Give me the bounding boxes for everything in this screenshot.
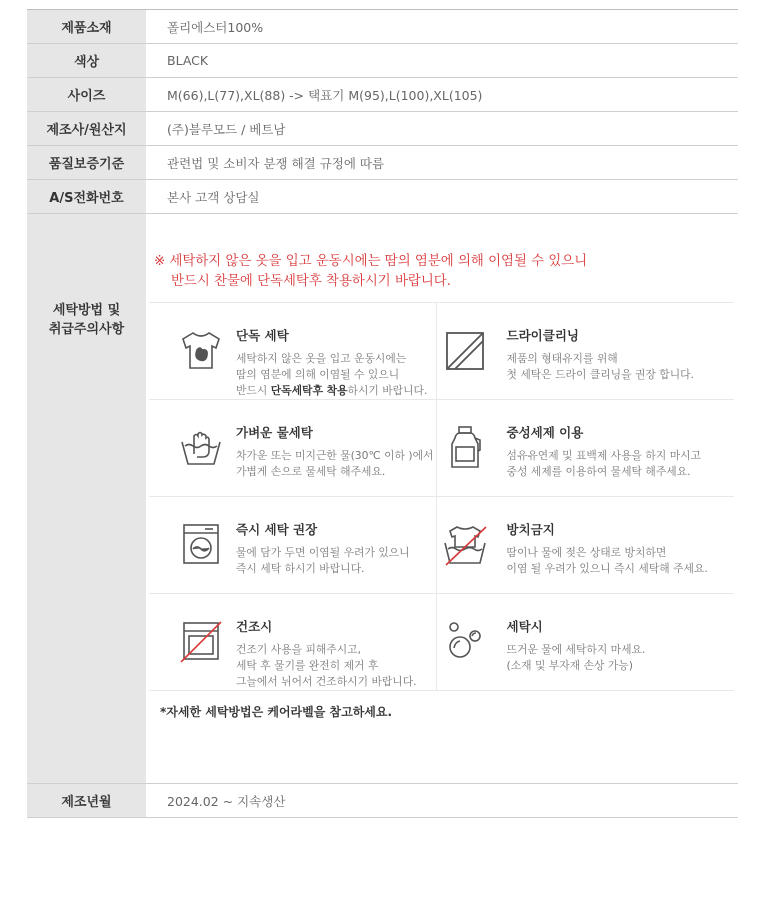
row-value: 폴리에스터100% [167,19,264,35]
row-label: 색상 [27,44,146,77]
care-item-desc [507,545,708,577]
care-item-desc [236,545,410,577]
care-desc-line: 세탁하지 않은 옷을 입고 운동시에는 [236,352,407,365]
care-label [27,214,146,783]
row-label: 제품소재 [27,10,146,43]
row-value: BLACK [167,53,209,68]
care-item-dry-cleaning [436,303,734,399]
single-wash-icon [178,327,224,373]
care-desc-line: 중성 세제를 이용하여 물세탁 해주세요. [506,465,691,478]
care-label-line2: 취급주의사항 [48,322,125,337]
row-manufacturer-origin [27,112,738,146]
care-label-line1: 세탁방법 및 [52,303,121,318]
row-as-phone [27,180,738,214]
row-care-instructions [27,214,738,784]
care-item-no-leaving [436,497,734,593]
row-value: 관련법 및 소비자 분쟁 해결 규정에 따름 [167,155,385,171]
no-soaking-icon [442,521,488,567]
care-label-note: *자세한 세탁방법은 케어라벨을 참고하세요. [160,705,393,719]
row-label: 제조년월 [27,784,146,817]
row-manufacture-date [27,784,738,818]
desc-text: 반드시 [236,384,271,397]
bubbles-icon [442,618,488,664]
care-desc-line: 뜨거운 물에 세탁하지 마세요. [506,643,646,656]
care-desc-line: 즉시 세탁 하시기 바랍니다. [236,562,365,575]
row-value: M(66),L(77),XL(88) -> 택표기 M(95),L(100),XL(105) [167,87,483,103]
care-desc-line: 땀의 염분에 의해 이염될 수 있으니 [236,368,400,381]
care-item-title: 가벼운 물세탁 [236,425,313,440]
row-value: 본사 고객 상담실 [167,189,260,205]
row-label: 품질보증기준 [27,146,146,179]
care-warning [154,252,587,292]
care-warning-line1: ※ 세탁하지 않은 옷을 입고 운동시에는 땀의 염분에 의해 이염될 수 있으니 [154,254,588,269]
desc-emphasis: 단독세탁후 착용 [270,384,348,397]
dry-cleaning-icon [442,327,488,373]
care-item-neutral-detergent [436,400,734,496]
row-value: (주)블루모드 / 베트남 [167,121,286,137]
care-desc-line: 가볍게 손으로 물세탁 해주세요. [236,465,386,478]
row-label: 제조사/원산지 [27,112,146,145]
desc-text: 하시기 바랍니다. [347,384,428,397]
care-warning-line2: 반드시 찬물에 단독세탁후 착용하시기 바랍니다. [171,274,451,289]
care-item-desc [507,351,694,383]
care-desc-line: 그늘에서 뉘어서 건조하시기 바랍니다. [236,675,417,688]
care-item-hand-wash [149,400,436,496]
care-item-title: 건조시 [236,619,273,634]
care-desc-line: 차가운 또는 미지근한 물(30℃ 이하 )에서 [236,449,434,462]
row-quality-guarantee [27,146,738,180]
care-desc-line: 땀이나 물에 젖은 상태로 방치하면 [506,546,667,559]
row-material [27,10,738,44]
care-item-title: 중성세제 이용 [506,425,584,440]
care-desc-line: 세탁 후 물기를 완전히 제거 후 [236,659,379,672]
care-item-desc [236,351,427,399]
care-item-desc [507,642,646,674]
detergent-bottle-icon [442,424,488,470]
row-size [27,78,738,112]
no-tumble-dry-icon [178,618,224,664]
care-item-single-wash [149,303,436,399]
care-desc-line: 제품의 형태유지를 위해 [506,352,618,365]
care-item-washing [436,594,734,690]
care-grid [149,302,734,691]
care-item-title: 세탁시 [506,619,543,634]
care-item-desc [236,448,433,480]
care-item-desc [507,448,701,480]
care-desc-line: 물에 담가 두면 이염될 우려가 있으니 [236,546,410,559]
row-label: 사이즈 [27,78,146,111]
row-color [27,44,738,78]
care-desc-line: 섬유유연제 및 표백제 사용을 하지 마시고 [506,449,701,462]
care-item-wash-immediately [149,497,436,593]
product-info-table [27,9,738,818]
care-item-title: 단독 세탁 [236,328,289,343]
care-content [146,214,738,783]
care-desc-line: (소재 및 부자재 손상 가능) [506,659,633,672]
row-label: A/S전화번호 [27,180,146,213]
care-desc-line [236,383,427,399]
washing-machine-icon [178,521,224,567]
care-item-title: 방치금지 [506,522,555,537]
row-value: 2024.02 ~ 지속생산 [167,793,286,809]
care-desc-line: 첫 세탁은 드라이 클리닝을 권장 합니다. [506,368,694,381]
care-item-title: 즉시 세탁 권장 [236,522,318,537]
care-item-drying [149,594,436,690]
care-item-desc [236,642,417,690]
care-desc-line: 건조기 사용을 피해주시고, [236,643,362,656]
care-desc-line: 이염 될 우려가 있으니 즉시 세탁해 주세요. [506,562,708,575]
hand-wash-icon [178,424,224,470]
care-item-title: 드라이클리닝 [506,328,579,343]
